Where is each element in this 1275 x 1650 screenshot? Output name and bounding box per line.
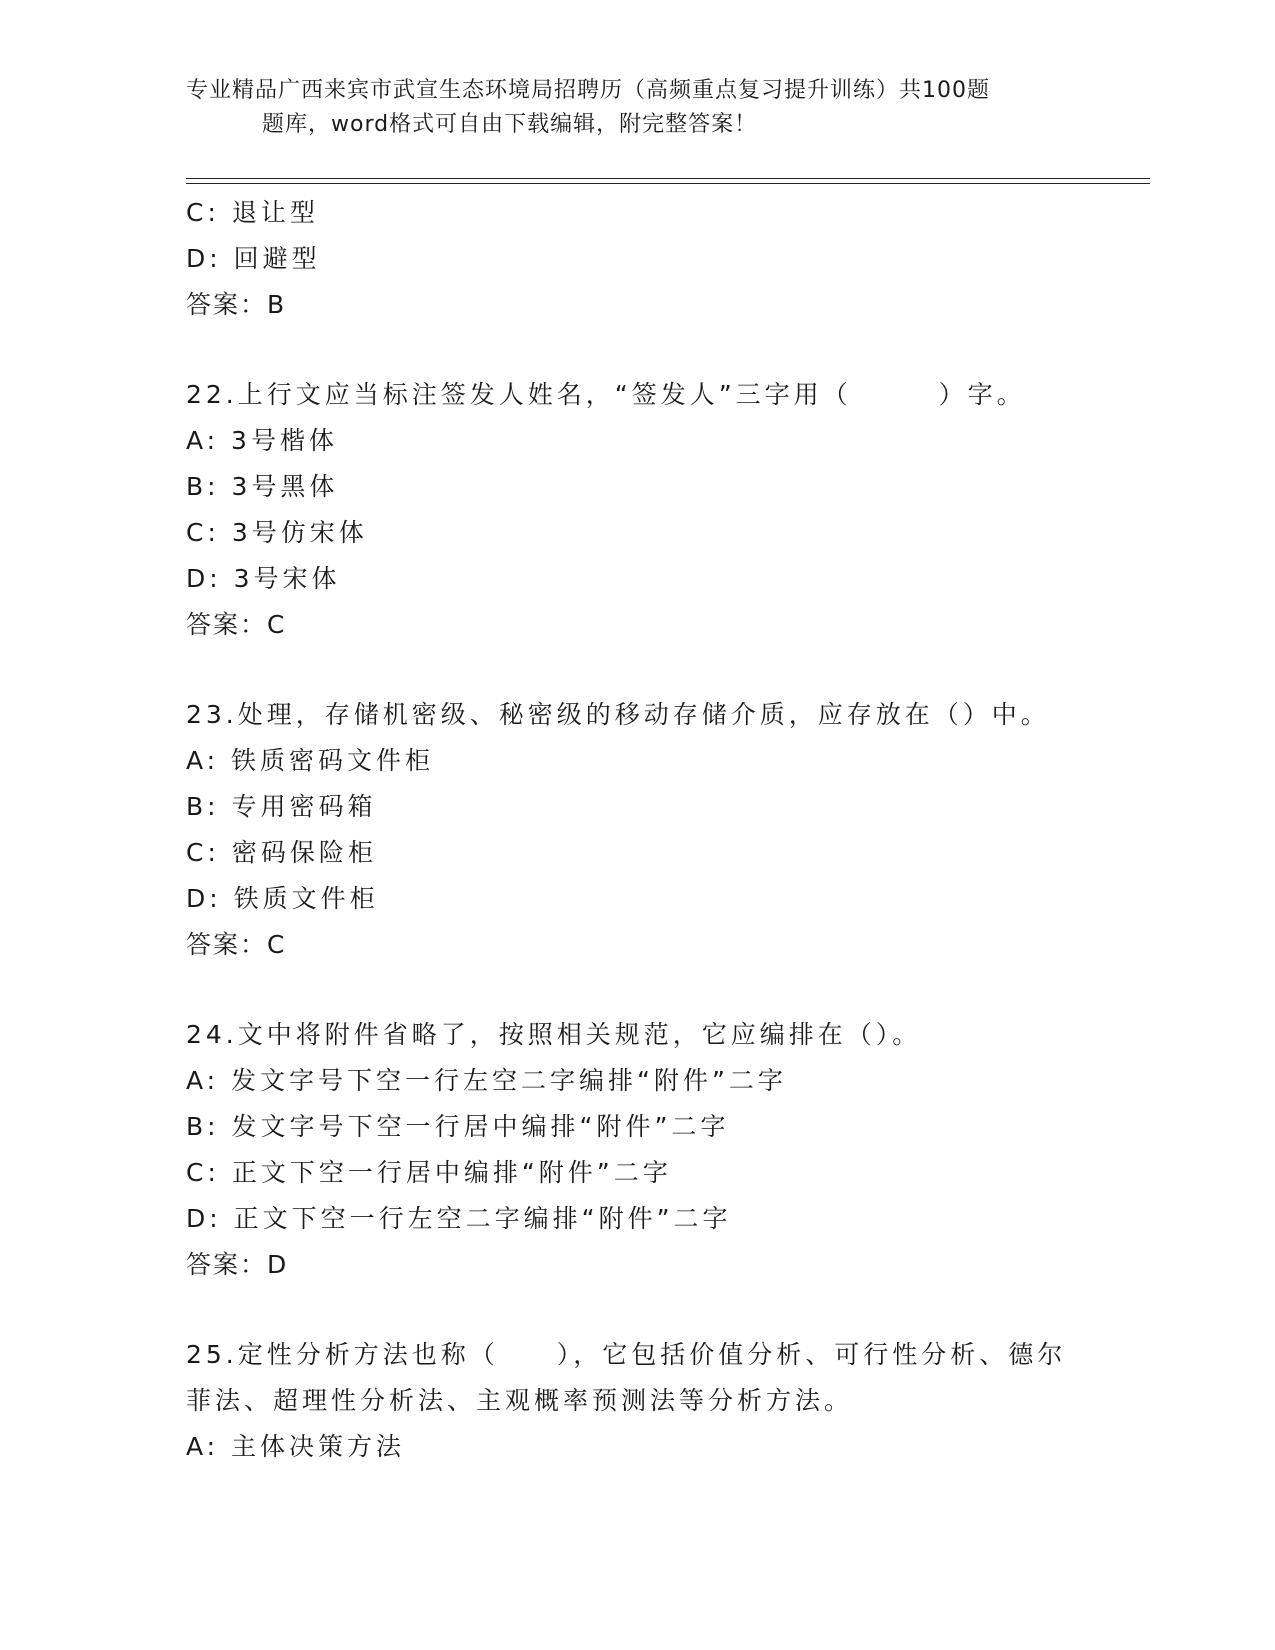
question-text-line-1: 25.定性分析方法也称（ ），它包括价值分析、可行性分析、德尔: [186, 1340, 1067, 1369]
question-block-21: [186, 190, 1086, 328]
answer-line: 答案：C: [186, 930, 287, 959]
question-block-22: [186, 372, 1086, 648]
option-a: A: 铁质密码文件柜: [186, 746, 435, 775]
option-c: C: 正文下空一行居中编排“附件”二字: [186, 1158, 672, 1187]
question-block-23: [186, 692, 1086, 968]
answer-line: 答案：B: [186, 290, 287, 319]
header-title-line-1: 专业精品广西来宾市武宣生态环境局招聘历（高频重点复习提升训练）共100题: [186, 78, 990, 103]
answer-line: 答案：D: [186, 1250, 289, 1279]
option-d: D: 回避型: [186, 244, 321, 273]
question-text: 24.文中将附件省略了，按照相关规范，它应编排在（）。: [186, 1020, 922, 1049]
option-c: C: 密码保险柜: [186, 838, 377, 867]
header-divider-top: [186, 178, 1150, 179]
option-d: D: 正文下空一行左空二字编排“附件”二字: [186, 1204, 732, 1233]
option-a: A: 发文字号下空一行左空二字编排“附件”二字: [186, 1066, 787, 1095]
question-block-25: [186, 1332, 1086, 1470]
option-c: C: 3号仿宋体: [186, 518, 368, 547]
option-a: A: 主体决策方法: [186, 1432, 406, 1461]
header-title-line-2: 题库，word格式可自由下载编辑，附完整答案！: [262, 112, 758, 137]
option-d: D: 3号宋体: [186, 564, 341, 593]
header-divider-bottom: [186, 183, 1150, 184]
option-b: B: 3号黑体: [186, 472, 339, 501]
option-b: B: 专用密码箱: [186, 792, 377, 821]
answer-line: 答案：C: [186, 610, 287, 639]
question-text: 22.上行文应当标注签发人姓名，“签发人”三字用（ ）字。: [186, 380, 1026, 409]
option-b: B: 发文字号下空一行居中编排“附件”二字: [186, 1112, 730, 1141]
question-text-line-2: 菲法、超理性分析法、主观概率预测法等分析方法。: [186, 1386, 854, 1415]
option-c: C: 退让型: [186, 198, 319, 227]
question-list: [186, 190, 1086, 1470]
question-block-24: [186, 1012, 1086, 1288]
question-text: 23.处理，存储机密级、秘密级的移动存储介质，应存放在（）中。: [186, 700, 1050, 729]
option-d: D: 铁质文件柜: [186, 884, 379, 913]
document-header: [186, 74, 1086, 142]
option-a: A: 3号楷体: [186, 426, 338, 455]
